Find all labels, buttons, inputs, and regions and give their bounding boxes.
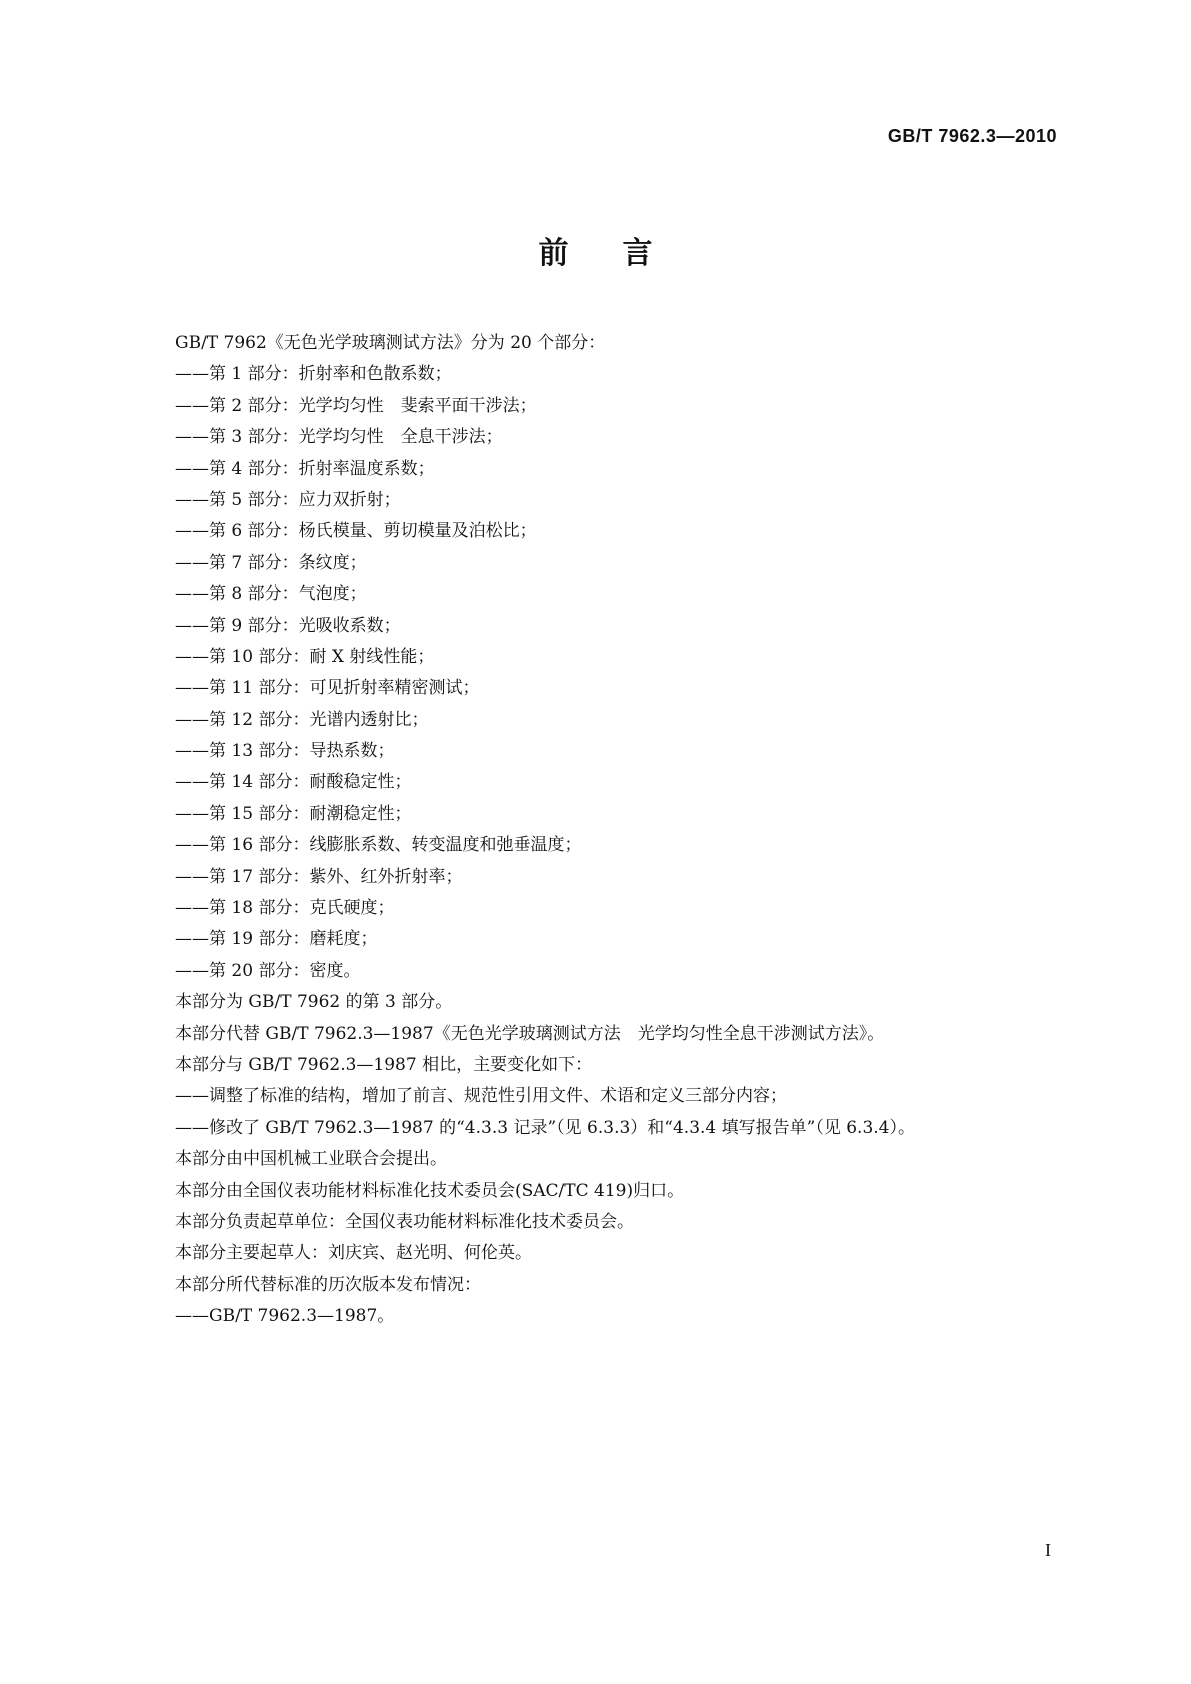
version-list-item: ——GB/T 7962.3—1987。: [175, 1306, 395, 1327]
part-list-item: ——第 5 部分：应力双折射；: [175, 489, 401, 510]
foreword-line: 本部分主要起草人：刘庆宾、赵光明、何伦英。: [175, 1243, 532, 1264]
part-list-item: ——第 14 部分：耐酸稳定性；: [175, 772, 412, 793]
part-list-item: ——第 6 部分：杨氏模量、剪切模量及泊松比；: [175, 521, 537, 542]
part-list-item: ——第 11 部分：可见折射率精密测试；: [175, 678, 480, 699]
page-number: I: [1045, 1540, 1051, 1560]
foreword-line: 本部分负责起草单位：全国仪表功能材料标准化技术委员会。: [175, 1211, 634, 1232]
part-list-item: ——第 9 部分：光吸收系数；: [175, 615, 401, 636]
part-list-item: ——第 12 部分：光谱内透射比；: [175, 709, 429, 730]
part-list-item: ——第 3 部分：光学均匀性 全息干涉法；: [175, 427, 503, 448]
part-list-item: ——第 8 部分：气泡度；: [175, 584, 367, 605]
part-list-item: ——第 18 部分：克氏硬度；: [175, 898, 395, 919]
part-list-item: ——第 4 部分：折射率温度系数；: [175, 458, 435, 479]
part-list-item: ——第 17 部分：紫外、红外折射率；: [175, 866, 463, 887]
part-list-item: ——第 16 部分：线膨胀系数、转变温度和弛垂温度；: [175, 835, 582, 856]
foreword-line: 本部分所代替标准的历次版本发布情况：: [175, 1274, 481, 1295]
foreword-line: 本部分由中国机械工业联合会提出。: [175, 1149, 447, 1170]
part-list-item: ——第 13 部分：导热系数；: [175, 741, 395, 762]
part-list-item: ——第 10 部分：耐 X 射线性能；: [175, 646, 435, 667]
part-list-item: ——第 1 部分：折射率和色散系数；: [175, 364, 452, 385]
page-title: 前言: [538, 236, 707, 271]
change-list-item: ——修改了 GB/T 7962.3—1987 的“4.3.3 记录”（见 6.3.3）和“4.3.4 填写报告单”（见 6.3.4）。: [175, 1117, 915, 1138]
foreword-line: 本部分由全国仪表功能材料标准化技术委员会(SAC/TC 419)归口。: [175, 1180, 685, 1201]
part-list-item: ——第 7 部分：条纹度；: [175, 552, 367, 573]
foreword-line: 本部分代替 GB/T 7962.3—1987《无色光学玻璃测试方法 光学均匀性全息干涉测试方法》。: [175, 1023, 885, 1044]
part-list-item: ——第 2 部分：光学均匀性 斐索平面干涉法；: [175, 395, 537, 416]
change-list-item: ——调整了标准的结构，增加了前言、规范性引用文件、术语和定义三部分内容；: [175, 1086, 787, 1107]
part-list-item: ——第 20 部分：密度。: [175, 960, 361, 981]
foreword-line: 本部分为 GB/T 7962 的第 3 部分。: [175, 992, 453, 1013]
standard-number: GB/T 7962.3—2010: [887, 126, 1057, 146]
foreword-line: 本部分与 GB/T 7962.3—1987 相比，主要变化如下：: [175, 1054, 593, 1075]
foreword-line: GB/T 7962《无色光学玻璃测试方法》分为 20 个部分：: [175, 333, 606, 353]
foreword-body: [175, 328, 1055, 1333]
part-list-item: ——第 15 部分：耐潮稳定性；: [175, 803, 412, 824]
part-list-item: ——第 19 部分：磨耗度；: [175, 929, 378, 950]
